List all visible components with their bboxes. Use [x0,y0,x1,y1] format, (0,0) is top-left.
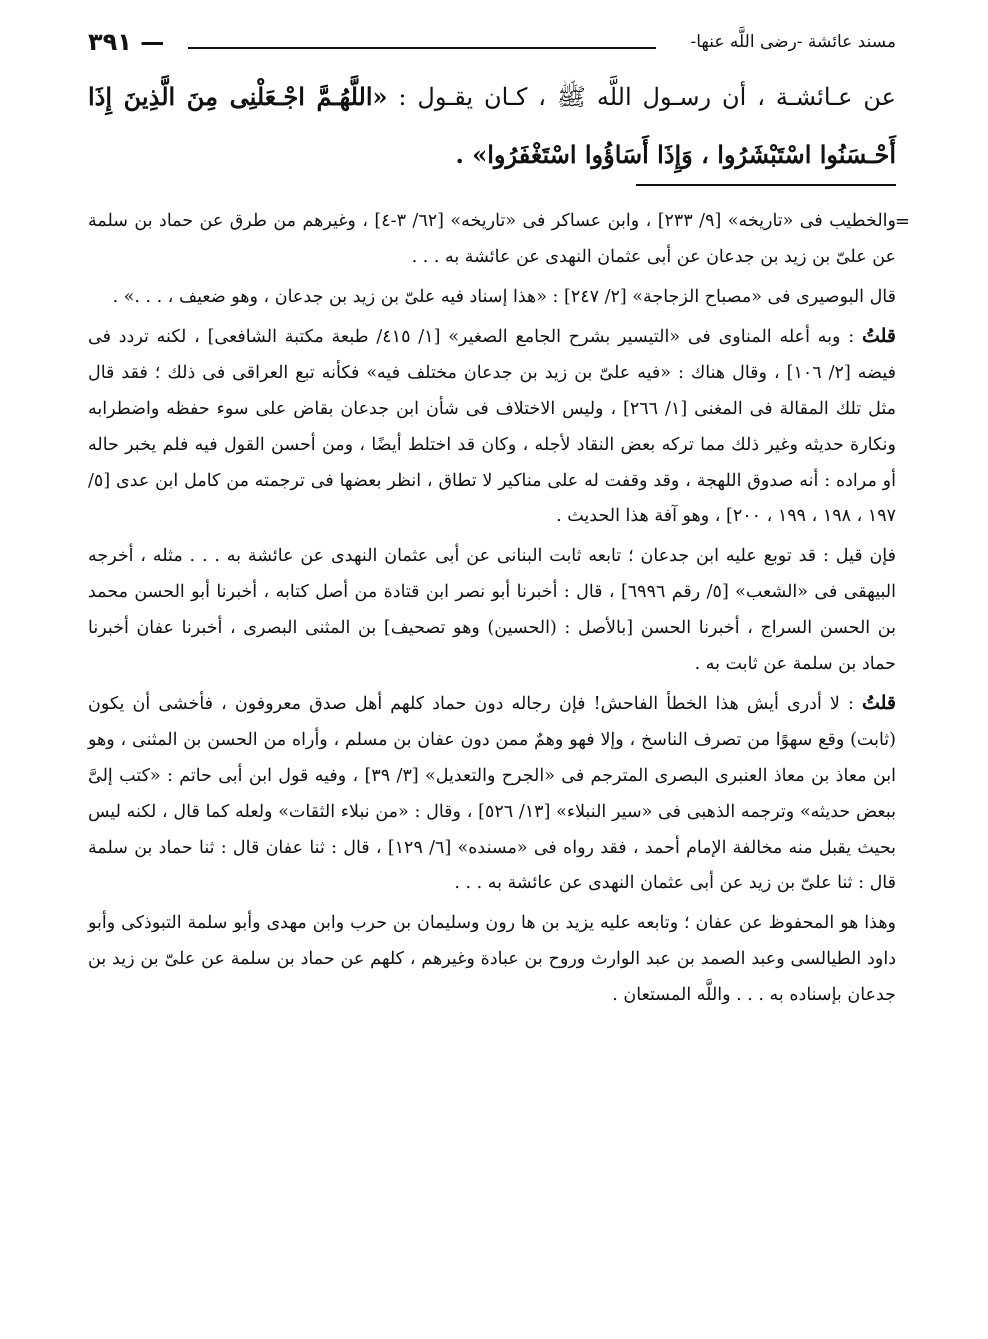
paragraph-lead: قلتُ [861,692,896,715]
continuation-mark: = [894,211,910,232]
footnote-paragraph: وهذا هو المحفوظ عن عفان ؛ وتابعه عليه يزيد بن ها رون وسليمان بن حرب وابن مهدى وأبو سلمة التبوذكى وأبو داود الطيالسى وعبد الصمد بن عبد الوارث وروح بن عبادة وغيرهم ، كلهم عن حماد بن سلمة عن علىّ بن زيد بن جدعان بإسناده به . . . واللَّه المستعان . [88,913,896,1005]
footnote-separator [636,184,896,186]
footnotes [88,204,910,1018]
footnote-paragraph: قال البوصيرى فى «مصباح الزجاجة» [٢/ ٢٤٧] : «هذا إسناد فيه علىّ بن زيد بن جدعان ، وهو ضعيف ، . . .» . [112,286,896,307]
header-title: مسند عائشة -رضى اللَّه عنها- [690,32,896,52]
hadith-text [88,68,896,184]
footnote-paragraph: والخطيب فى «تاريخه» [٩/ ٢٣٣] ، وابن عساكر فى «تاريخه» [٦٢/ ٣-٤] ، وغيرهم من طرق عن حماد بن سلمة عن علىّ بن زيد بن جدعان عن أبى عثمان النهدى عن عائشة به . . . [88,211,896,267]
paragraph-body: : لا أدرى أيش هذا الخطأ الفاحش! فإن رجاله دون حماد كلهم أهل صدق معروفون ، فأخشى أن يكون (ثابت) وقع سهوًا من تصرف الناسخ ، وإلا فهو وهمٌ ممن دون عفان بن مسلم ، وأراه من الحسن بن المثنى ، وهو ابن معاذ بن معاذ العنبرى البصرى المترجم فى «الجرح والتعديل» [٣/ ٣٩] ، وفيه قول ابن أبى حاتم : «كتب إلىَّ ببعض حديثه» وترجمه الذهبى فى «سير النبلاء» [١٣/ ٥٢٦] ، وقال : «من نبلاء الثقات» ولعله كما قال ، لكنه ليس بحيث يقبل منه مخالفة الإمام أحمد ، فقد رواه فى «مسنده» [٦/ ١٢٩] ، قال : ثنا عفان قال : ثنا حماد بن سلمة قال : ثنا علىّ بن زيد عن أبى عثمان النهدى عن عائشة به . . . [88,694,896,894]
hadith-quote: «اللَّهُـمَّ اجْـعَلْنِى مِنَ الَّذِينَ إِذَا أَحْـسَنُوا اسْتَبْشَرُوا ، وَإِذَا أَسَاؤُوا اسْتَغْفَرُوا» . [88,82,896,169]
paragraph-lead: قلتُ [861,325,896,348]
running-header [88,28,896,64]
footnote-paragraph [88,686,896,902]
hadith-intro: عن عـائشـة ، أن رسـول اللَّه ﷺ ، كـان يقـول : [387,83,896,111]
footnote-paragraph [88,319,896,535]
header-rule [188,47,656,49]
paragraph-body: : وبه أعله المناوى فى «التيسير بشرح الجامع الصغير» [١/ ٤١٥/ طبعة مكتبة الشافعى] ، لكنه تردد فى فيضه [٢/ ١٠٦] ، وقال هناك : «فيه علىّ بن زيد بن جدعان مختلف فيه» فكأنه تبع العراقى فى ذلك ؛ فقد قال مثل تلك المقالة فى المغنى [١/ ٢٦٦] ، وليس الاختلاف فى شأن ابن جدعان بقاض على سوء حفظه واضطرابه ونكارة حديثه وغير ذلك مما تركه بعض النقاد لأجله ، وكان قد اختلط أيضًا ، ومن أحسن القول فيه فلم يخبر حاله أو مراده : أنه صدوق اللهجة ، وقد وقفت له على مناكير لا تطاق ، انظر بعضها فى ترجمته من كامل ابن عدى [٥/ ١٩٧ ، ١٩٨ ، ١٩٩ ، ٢٠٠] ، وهو آفة هذا الحديث . [88,327,896,527]
page-number: — ٣٩١ [88,28,165,56]
footnote-paragraph: فإن قيل : قد توبع عليه ابن جدعان ؛ تابعه ثابت البنانى عن أبى عثمان النهدى عن عائشة به . . . مثله ، أخرجه البيهقى فى «الشعب» [٥/ رقم ٦٩٩٦] ، قال : أخبرنا أبو نصر ابن قتادة من أصل كتابه ، أخبرنا أبو الحسن محمد بن الحسن السراج ، أخبرنا الحسن [بالأصل : (الحسين) وهو تصحيف] بن المثنى البصرى ، أخبرنا عفان أخبرنا حماد بن سلمة عن ثابت به . [88,546,896,674]
